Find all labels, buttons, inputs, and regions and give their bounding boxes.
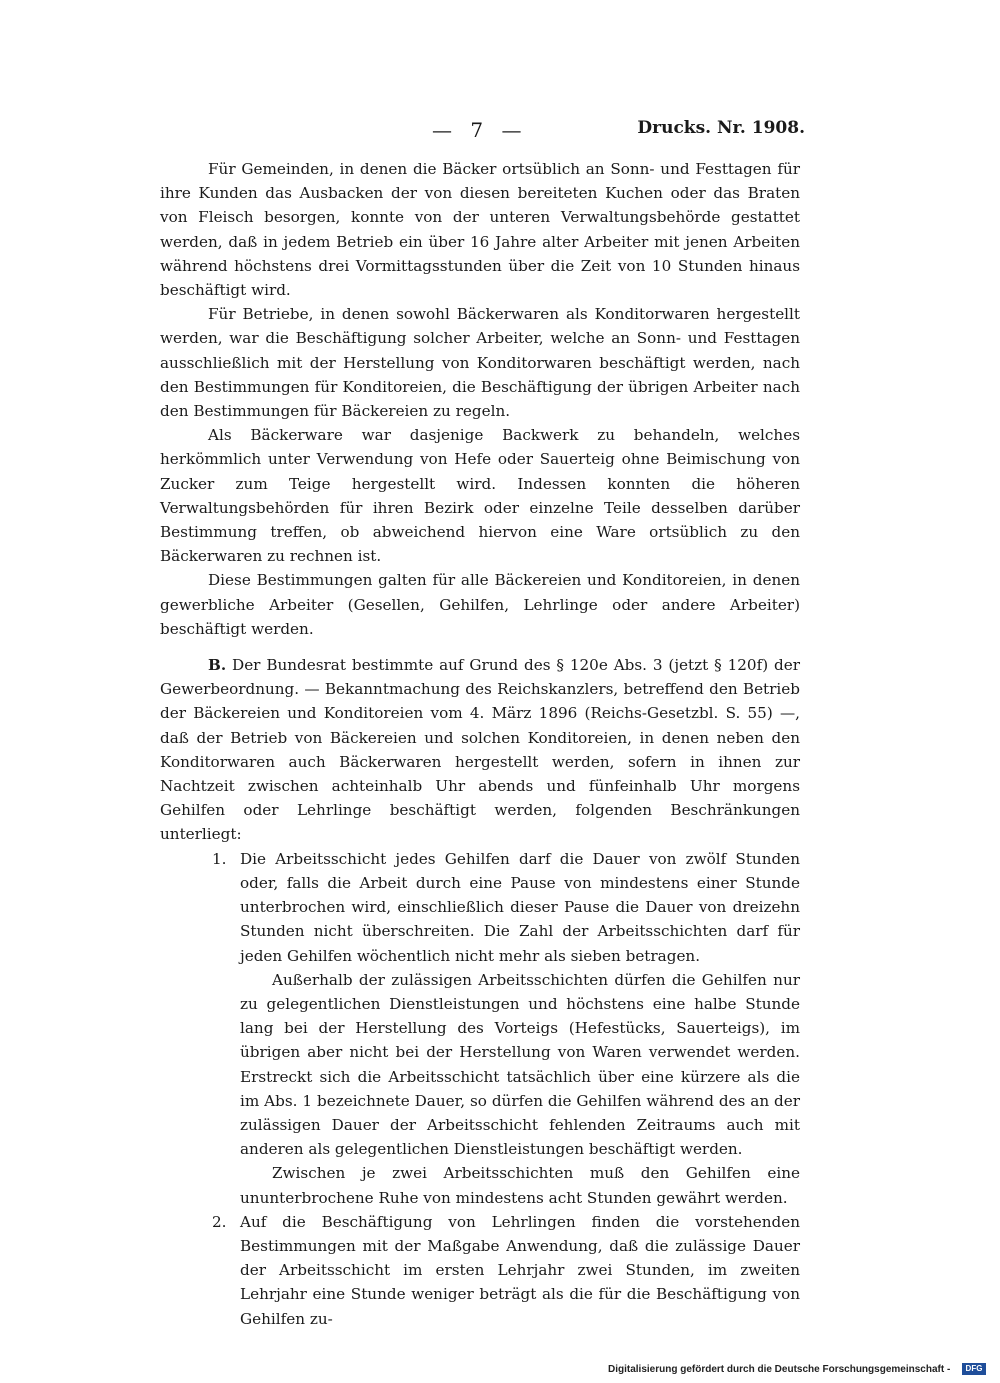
section-label: B.: [208, 656, 227, 675]
item-paragraph: Zwischen je zwei Arbeitsschichten muß den Gehilfen eine ununterbrochene Ruhe von mindestens acht Stunden gewährt werden.: [240, 1164, 800, 1207]
list-item: [212, 847, 800, 1210]
page-header: [160, 118, 805, 142]
document-reference: Drucks. Nr. 1908.: [637, 118, 805, 138]
item-number: 1.: [212, 849, 227, 868]
section-text: Der Bundesrat bestimmte auf Grund des § 120e Abs. 3 (jetzt § 120f) der Gewerbeordnung. — Bekanntmachung des Reichskanzlers, betreffend den Betrieb der Bäckereien und Konditoreien vom 4. März 1896 (Reichs-Gesetzbl. S. 55) —, daß der Betrieb von Bäckereien und solchen Konditoreien, in denen neben den Konditorwaren auch Bäckerwaren hergestellt werden, sofern in ihnen zur Nachtzeit zwischen achteinhalb Uhr abends und fünfeinhalb Uhr morgens Gehilfen oder Lehrlinge beschäftigt werden, folgenden Beschränkungen unterliegt:: [160, 656, 800, 844]
list-item: [212, 1210, 800, 1331]
section-b: [160, 653, 800, 847]
digitization-credit: Digitalisierung gefördert durch die Deutsche Forschungsgemeinschaft -: [608, 1364, 951, 1375]
paragraph: Diese Bestimmungen galten für alle Bäckereien und Konditoreien, in denen gewerbliche Arbeiter (Gesellen, Gehilfen, Lehrlinge oder andere Arbeiter) beschäftigt werden.: [160, 571, 800, 638]
item-number: 2.: [212, 1212, 227, 1231]
paragraph: Als Bäckerware war dasjenige Backwerk zu behandeln, welches herkömmlich unter Verwendung von Hefe oder Sauerteig ohne Beimischung von Zucker zum Teige hergestellt wird. Indessen konnten die höheren Verwaltungsbehörden für ihren Bezirk oder einzelne Teile desselben darüber Bestimmung treffen, ob abweichend hiervon eine Ware ortsüblich zu den Bäckerwaren zu rechnen ist.: [160, 426, 800, 566]
document-body: [160, 157, 800, 1331]
item-paragraph: Auf die Beschäftigung von Lehrlingen finden die vorstehenden Bestimmungen mit der Maßgabe Anwendung, daß die zulässige Dauer der Arbeitsschicht im ersten Lehrjahr zwei Stunden, im zweiten Lehrjahr eine Stunde weniger beträgt als die für die Beschäftigung von Gehilfen zu-: [240, 1212, 800, 1328]
page-number: — 7 —: [432, 118, 528, 142]
paragraph: Für Gemeinden, in denen die Bäcker ortsüblich an Sonn- und Festtagen für ihre Kunden das Ausbacken der von diesen bereiteten Kuchen oder das Braten von Fleisch besorgen, konnte von der unteren Verwaltungsbehörde gestattet werden, daß in jedem Betrieb ein über 16 Jahre alter Arbeiter mit jenen Arbeiten während höchstens drei Vormittagsstunden über die Zeit von 10 Stunden hinaus beschäftigt wird.: [160, 160, 800, 300]
dfg-logo: DFG: [962, 1363, 986, 1375]
paragraph: Für Betriebe, in denen sowohl Bäckerwaren als Konditorwaren hergestellt werden, war die Beschäftigung solcher Arbeiter, welche an Sonn- und Festtagen ausschließlich mit der Herstellung von Konditorwaren beschäftigt werden, nach den Bestimmungen für Konditoreien, die Beschäftigung der übrigen Arbeiter nach den Bestimmungen für Bäckereien zu regeln.: [160, 305, 800, 421]
item-paragraph: Außerhalb der zulässigen Arbeitsschichten dürfen die Gehilfen nur zu gelegentlichen Dienstleistungen und höchstens eine halbe Stunde lang bei der Herstellung des Vorteigs (Hefestücks, Sauerteigs), im übrigen aber nicht bei der Herstellung von Waren verwendet werden. Erstreckt sich die Arbeitsschicht tatsächlich über eine kürzere als die im Abs. 1 bezeichnete Dauer, so dürfen die Gehilfen während des an der zulässigen Dauer der Arbeitsschicht fehlenden Zeitraums auch mit anderen als gelegentlichen Dienstleistungen beschäftigt werden.: [240, 970, 800, 1159]
item-paragraph: Die Arbeitsschicht jedes Gehilfen darf die Dauer von zwölf Stunden oder, falls die Arbeit durch eine Pause von mindestens einer Stunde unterbrochen wird, einschließlich dieser Pause die Dauer von dreizehn Stunden nicht überschreiten. Die Zahl der Arbeitsschichten darf für jeden Gehilfen wöchentlich nicht mehr als sieben betragen.: [240, 849, 800, 965]
